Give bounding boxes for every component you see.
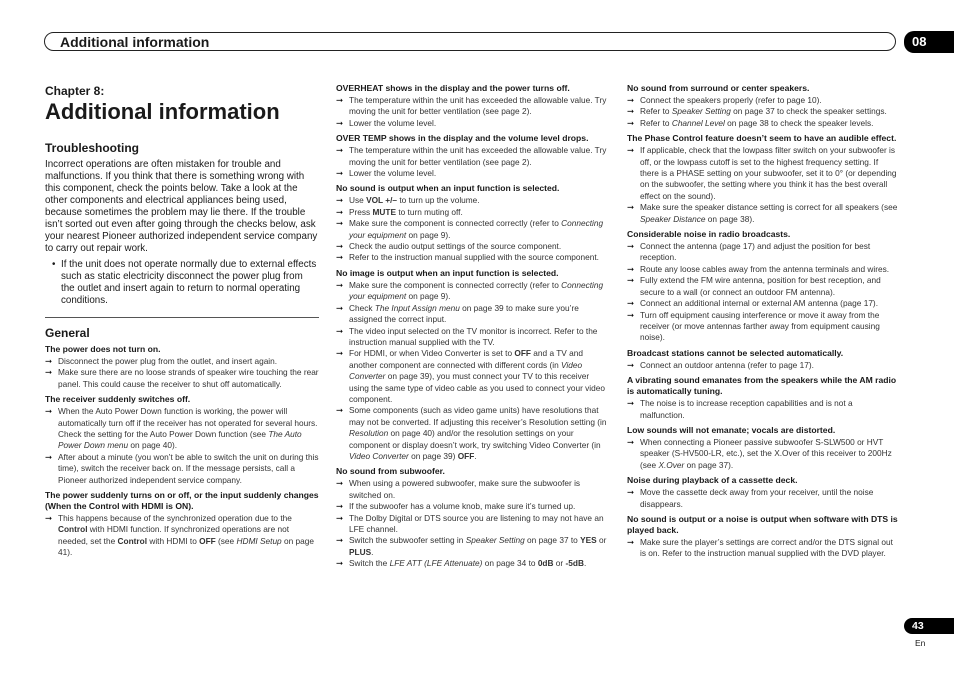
answer: ➞ Make sure there are no loose strands of speaker wire touching the rear panel. This could cause the receiver to shut off automatically. — [45, 367, 319, 389]
section-troubleshooting: Troubleshooting — [45, 141, 139, 155]
question: Low sounds will not emanate; vocals are distorted. — [627, 424, 836, 435]
answer: ➞ Switch the subwoofer setting in Speaker Setting on page 37 to YES or PLUS. — [336, 535, 607, 557]
answer: ➞ The video input selected on the TV monitor is incorrect. Refer to the instruction manual supplied with the TV. — [336, 325, 598, 347]
answer: ➞ Disconnect the power plug from the outlet, and insert again. — [45, 356, 278, 366]
answer: ➞ This happens because of the synchronized operation due to the Control with HDMI function. If synchronized operations are not needed, set the Control with HDMI to OFF (see HDMI Setup on page 41). — [45, 513, 314, 558]
arrow-icon: ➞ — [336, 558, 343, 569]
arrow-icon: ➞ — [336, 145, 343, 156]
question: No sound is output when an input function is selected. — [336, 183, 560, 194]
chapter-title: Additional information — [45, 99, 280, 124]
answer: ➞ When using a powered subwoofer, make sure the subwoofer is switched on. — [336, 478, 581, 500]
question: The receiver suddenly switches off. — [45, 394, 191, 405]
arrow-icon: ➞ — [627, 275, 634, 286]
answer: ➞ The noise is to increase reception capabilities and is not a malfunction. — [627, 398, 853, 420]
arrow-icon: ➞ — [336, 241, 343, 252]
arrow-icon: ➞ — [627, 536, 634, 547]
arrow-icon: ➞ — [336, 501, 343, 512]
arrow-icon: ➞ — [627, 145, 634, 156]
answer: ➞ Make sure the component is connected correctly (refer to Connecting your equipment on page 9). — [336, 218, 604, 240]
page-number: 43 — [904, 618, 954, 634]
column-1 — [45, 84, 319, 559]
chapter-label: Chapter 8: — [45, 84, 105, 98]
arrow-icon: ➞ — [45, 513, 52, 524]
question: The power suddenly turns on or off, or the input suddenly changes (When the Control with HDMI is ON). — [45, 490, 319, 512]
troubleshooting-intro: Incorrect operations are often mistaken for trouble and malfunctions. If you think that there is something wrong with this component, check the points below. Take a look at the other components and electrical appliances being used, because sometimes the problem may lie there. If the trouble isn’t sorted out even after going through the checks below, ask your nearest Pioneer authorized independent service company to carry out repair work. — [45, 159, 318, 254]
answer: ➞ Check The Input Assign menu on page 39 to make sure you’re assigned the correct input. — [336, 302, 579, 325]
arrow-icon: ➞ — [336, 478, 343, 489]
question: A vibrating sound emanates from the speakers while the AM radio is automatically tuning. — [627, 375, 897, 397]
arrow-icon: ➞ — [336, 325, 343, 336]
header-title: Additional information — [60, 34, 210, 50]
question: No sound from subwoofer. — [336, 466, 445, 477]
question: Considerable noise in radio broadcasts. — [627, 229, 791, 240]
question: OVERHEAT shows in the display and the power turns off. — [336, 83, 570, 93]
question: Broadcast stations cannot be selected automatically. — [627, 347, 844, 358]
answer: ➞ If applicable, check that the lowpass filter switch on your subwoofer is off, or the lowpass cutoff is set to the highest frequency setting. If there is a PHASE setting on your subwoofer, set it to 0° (or depending on the subwoofer, the setting where you think it has the best overall effect on the sound). — [627, 145, 897, 201]
answer: ➞ Move the cassette deck away from your receiver, until the noise disappears. — [627, 487, 874, 509]
arrow-icon: ➞ — [45, 356, 52, 366]
arrow-icon: ➞ — [336, 218, 343, 229]
arrow-icon: ➞ — [627, 117, 634, 128]
answer: ➞ Lower the volume level. — [336, 168, 437, 179]
answer: ➞ The temperature within the unit has exceeded the allowable value. Try moving the unit for better ventilation (see page 2). — [336, 145, 607, 167]
question: The Phase Control feature doesn’t seem to have an audible effect. — [627, 133, 897, 144]
answer: ➞ Check the audio output settings of the source component. — [336, 241, 562, 252]
arrow-icon: ➞ — [627, 487, 634, 498]
arrow-icon: ➞ — [336, 117, 343, 128]
question: No sound is output or a noise is output when software with DTS is played back. — [627, 513, 898, 535]
answer: ➞ Refer to Channel Level on page 38 to check the speaker levels. — [627, 117, 874, 128]
answer: ➞ Refer to Speaker Setting on page 37 to check the speaker settings. — [627, 106, 887, 117]
answer: ➞ Press MUTE to turn muting off. — [336, 206, 463, 217]
answer: ➞ Some components (such as video game units) have resolutions that may not be converted. If adjusting this receiver’s Resolution setting (in Resolution on page 40) and/or the resolution settings on your component or display doesn’t work, try switching Video Converter (in Video Converter on page 39) OFF. — [336, 405, 607, 461]
language-label: En — [915, 638, 926, 648]
column-3 — [627, 83, 899, 560]
answer: ➞ If the subwoofer has a volume knob, make sure it’s turned up. — [336, 501, 576, 512]
arrow-icon: ➞ — [45, 406, 52, 417]
arrow-icon: ➞ — [45, 451, 52, 462]
answer: ➞ Connect the antenna (page 17) and adjust the position for best reception. — [627, 241, 871, 263]
arrow-icon: ➞ — [627, 241, 634, 252]
section-general: General — [45, 317, 319, 340]
answer: ➞ Make sure the speaker distance setting is correct for all speakers (see Speaker Distance on page 38). — [627, 202, 898, 224]
answer: ➞ Switch the LFE ATT (LFE Attenuate) on page 34 to 0dB or -5dB. — [336, 558, 587, 569]
arrow-icon: ➞ — [336, 512, 343, 523]
answer: ➞ Connect an additional internal or external AM antenna (page 17). — [627, 298, 879, 309]
question: Noise during playback of a cassette deck. — [627, 475, 798, 486]
answer: ➞ Refer to the instruction manual supplied with the source component. — [336, 252, 599, 263]
arrow-icon: ➞ — [336, 252, 343, 263]
arrow-icon: ➞ — [627, 202, 634, 213]
answer: ➞ Make sure the component is connected correctly (refer to Connecting your equipment on page 9). — [336, 279, 604, 302]
answer: ➞ Use VOL +/– to turn up the volume. — [336, 195, 480, 206]
answer: ➞ When connecting a Pioneer passive subwoofer S-SLW500 or HVT speaker (S-HV500-LR, etc.), set the X.Over of this receiver to 200Hz (see X.Over on page 37). — [627, 436, 892, 470]
answer: ➞ Turn off equipment causing interference or move it away from the receiver (or move antennas farther away from equipment causing noise). — [627, 309, 880, 343]
arrow-icon: ➞ — [627, 298, 634, 309]
chapter-number-tab: 08 — [904, 31, 954, 53]
answer: ➞ The temperature within the unit has exceeded the allowable value. Try moving the unit for better ventilation (see page 2). — [336, 95, 607, 117]
arrow-icon: ➞ — [627, 436, 634, 447]
arrow-icon: ➞ — [336, 206, 343, 217]
answer: ➞ Make sure the player’s settings are correct and/or the DTS signal out is on. Refer to the instruction manual supplied with the DVD player. — [627, 536, 893, 559]
column-2 — [336, 83, 610, 570]
arrow-icon: ➞ — [627, 106, 634, 117]
answer: ➞ Lower the volume level. — [336, 117, 437, 128]
answer: ➞ The Dolby Digital or DTS source you are listening to may not have an LFE channel. — [336, 512, 604, 534]
answer: ➞ When the Auto Power Down function is working, the power will automatically turn off if the receiver has not operated for several hours. Check the setting for the Auto Power Down function (see The Auto Power Down menu on page 40). — [45, 406, 318, 451]
question: OVER TEMP shows in the display and the volume level drops. — [336, 133, 589, 144]
arrow-icon: ➞ — [627, 359, 634, 370]
arrow-icon: ➞ — [336, 95, 343, 105]
arrow-icon: ➞ — [627, 95, 634, 105]
answer: ➞ For HDMI, or when Video Converter is set to OFF and a TV and another component are connected with different cords (in Video Converter on page 39), you must connect your TV to this receiver using the same type of video cable as you used to connect your video component. — [336, 348, 605, 404]
question: No sound from surround or center speakers. — [627, 83, 810, 93]
answer: ➞ Connect an outdoor antenna (refer to page 17). — [627, 359, 814, 370]
answer: ➞ Connect the speakers properly (refer to page 10). — [627, 95, 822, 105]
arrow-icon: ➞ — [336, 195, 343, 206]
arrow-icon: ➞ — [336, 168, 343, 179]
troubleshooting-bullet: • If the unit does not operate normally due to external effects such as static electricity disconnect the power plug from the outlet and insert again to return to normal operating conditions. — [45, 259, 319, 307]
answer: ➞ Fully extend the FM wire antenna, position for best reception, and secure to a wall (or connect an outdoor FM antenna). — [627, 275, 881, 297]
arrow-icon: ➞ — [336, 279, 343, 290]
answer: ➞ After about a minute (you won’t be able to switch the unit on during this time), switch the receiver back on. If the message persists, call a Pioneer authorized independent service company. — [45, 451, 319, 485]
arrow-icon: ➞ — [336, 302, 343, 313]
question: The power does not turn on. — [45, 344, 161, 354]
answer: ➞ Route any loose cables away from the antenna terminals and wires. — [627, 263, 890, 274]
arrow-icon: ➞ — [336, 348, 343, 359]
arrow-icon: ➞ — [336, 405, 343, 416]
arrow-icon: ➞ — [45, 367, 52, 378]
question: No image is output when an input function is selected. — [336, 267, 559, 278]
arrow-icon: ➞ — [336, 535, 343, 546]
arrow-icon: ➞ — [627, 398, 634, 409]
arrow-icon: ➞ — [627, 263, 634, 274]
arrow-icon: ➞ — [627, 309, 634, 320]
